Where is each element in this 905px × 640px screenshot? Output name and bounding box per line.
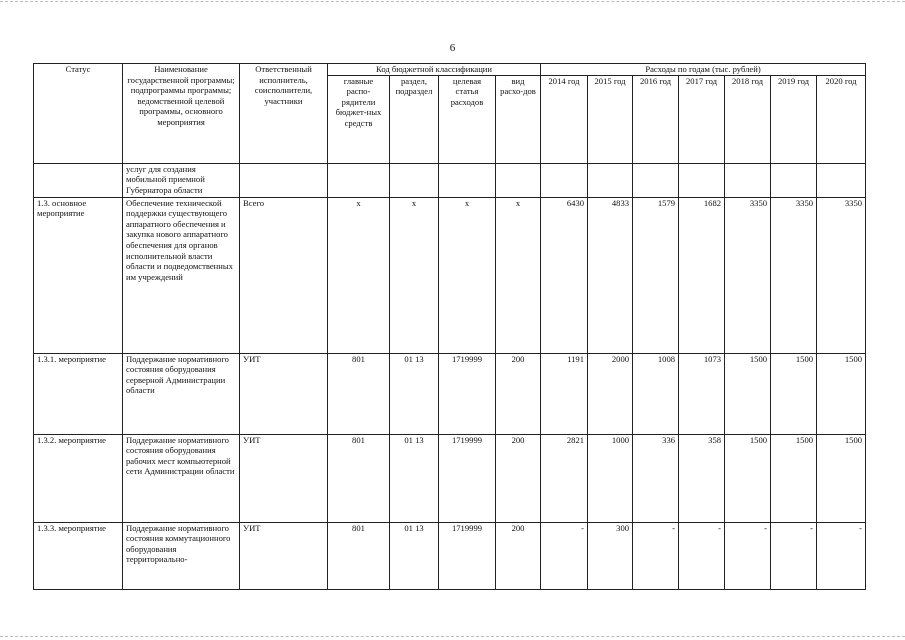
cell-2017: 1682 — [679, 197, 725, 353]
cell-2017 — [679, 163, 725, 197]
cell-2018: 3350 — [725, 197, 771, 353]
table-row — [34, 197, 866, 353]
header-year-2017: 2017 год — [679, 75, 725, 163]
cell-2019: 3350 — [771, 197, 817, 353]
cell-2016: - — [633, 522, 679, 589]
cell-2020: 1500 — [817, 434, 866, 522]
cell-responsible: Всего — [240, 197, 328, 353]
header-year-2016: 2016 год — [633, 75, 679, 163]
cell-2018 — [725, 163, 771, 197]
cell-status — [34, 163, 123, 197]
cell-type: х — [496, 197, 541, 353]
table-row — [34, 163, 866, 197]
cell-name: услуг для создания мобильной приемной Губернатора области — [123, 163, 240, 197]
cell-2019: - — [771, 522, 817, 589]
header-name: Наименование государственной программы; подпрограммы программы; ведомственной целевой программы, основного мероприятия — [123, 64, 240, 164]
cell-target: 1719999 — [439, 522, 496, 589]
header-responsible: Ответственный исполнитель, соисполнители, участники — [240, 64, 328, 164]
cell-grbs: 801 — [328, 434, 390, 522]
cell-status: 1.3.2. мероприятие — [34, 434, 123, 522]
table-row — [34, 434, 866, 522]
cell-type: 200 — [496, 434, 541, 522]
cell-2015: 1000 — [588, 434, 633, 522]
cell-responsible: УИТ — [240, 434, 328, 522]
cell-name: Поддержание нормативного состояния коммутационного оборудования территориально- — [123, 522, 240, 589]
cell-type: 200 — [496, 353, 541, 434]
cell-2016: 1579 — [633, 197, 679, 353]
header-budget-code: Код бюджетной классификации — [328, 64, 541, 76]
cell-grbs: х — [328, 197, 390, 353]
cell-2020: 1500 — [817, 353, 866, 434]
cell-2017: 358 — [679, 434, 725, 522]
table-row — [34, 522, 866, 589]
header-year-2018: 2018 год — [725, 75, 771, 163]
header-expenses: Расходы по годам (тыс. рублей) — [541, 64, 866, 76]
cell-2017: 1073 — [679, 353, 725, 434]
cell-2015 — [588, 163, 633, 197]
cell-2018: 1500 — [725, 353, 771, 434]
header-year-2015: 2015 год — [588, 75, 633, 163]
cell-2014: - — [541, 522, 588, 589]
cell-2016: 1008 — [633, 353, 679, 434]
cell-2019 — [771, 163, 817, 197]
header-year-2014: 2014 год — [541, 75, 588, 163]
cell-status: 1.3.3. мероприятие — [34, 522, 123, 589]
table-row — [34, 353, 866, 434]
page-number: 6 — [449, 42, 456, 54]
cell-section: 01 13 — [390, 353, 439, 434]
cell-status: 1.3.1. мероприятие — [34, 353, 123, 434]
cell-section: 01 13 — [390, 522, 439, 589]
cell-grbs: 801 — [328, 353, 390, 434]
cell-2020: 3350 — [817, 197, 866, 353]
cell-grbs: 801 — [328, 522, 390, 589]
cell-status: 1.3. основное мероприятие — [34, 197, 123, 353]
cell-name: Поддержание нормативного состояния оборудования серверной Администрации области — [123, 353, 240, 434]
cell-responsible: УИТ — [240, 522, 328, 589]
cell-section — [390, 163, 439, 197]
cell-2014: 2821 — [541, 434, 588, 522]
cell-2015: 300 — [588, 522, 633, 589]
header-year-2019: 2019 год — [771, 75, 817, 163]
header-year-2020: 2020 год — [817, 75, 866, 163]
cell-section: х — [390, 197, 439, 353]
cell-2020: - — [817, 522, 866, 589]
cell-name: Обеспечение технической поддержки существующего аппаратного обеспечения и закупка нового аппаратного обеспечения для органов исполнительной власти области и подведомственных им учреждений — [123, 197, 240, 353]
cell-target: 1719999 — [439, 434, 496, 522]
cell-2014 — [541, 163, 588, 197]
cell-2017: - — [679, 522, 725, 589]
cell-2018: 1500 — [725, 434, 771, 522]
header-expense-type: вид расхо-дов — [496, 75, 541, 163]
header-grbs: главные распо-рядители бюджет-ных средств — [328, 75, 390, 163]
cell-type — [496, 163, 541, 197]
header-row-1 — [34, 64, 866, 76]
budget-table — [33, 63, 866, 590]
cell-2014: 1191 — [541, 353, 588, 434]
cell-2014: 6430 — [541, 197, 588, 353]
cell-target: х — [439, 197, 496, 353]
cell-name: Поддержание нормативного состояния оборудования рабочих мест компьютерной сети Администрации области — [123, 434, 240, 522]
cell-grbs — [328, 163, 390, 197]
cell-2019: 1500 — [771, 434, 817, 522]
header-target-item: целевая статья расходов — [439, 75, 496, 163]
cell-type: 200 — [496, 522, 541, 589]
scan-edge-top — [0, 1, 905, 2]
cell-2018: - — [725, 522, 771, 589]
cell-responsible: УИТ — [240, 353, 328, 434]
cell-responsible — [240, 163, 328, 197]
cell-2019: 1500 — [771, 353, 817, 434]
cell-2016: 336 — [633, 434, 679, 522]
cell-2016 — [633, 163, 679, 197]
scan-edge-bottom — [0, 636, 905, 637]
cell-2020 — [817, 163, 866, 197]
cell-2015: 4833 — [588, 197, 633, 353]
cell-target — [439, 163, 496, 197]
cell-2015: 2000 — [588, 353, 633, 434]
header-section: раздел, подраздел — [390, 75, 439, 163]
cell-target: 1719999 — [439, 353, 496, 434]
cell-section: 01 13 — [390, 434, 439, 522]
header-status: Статус — [34, 64, 123, 164]
